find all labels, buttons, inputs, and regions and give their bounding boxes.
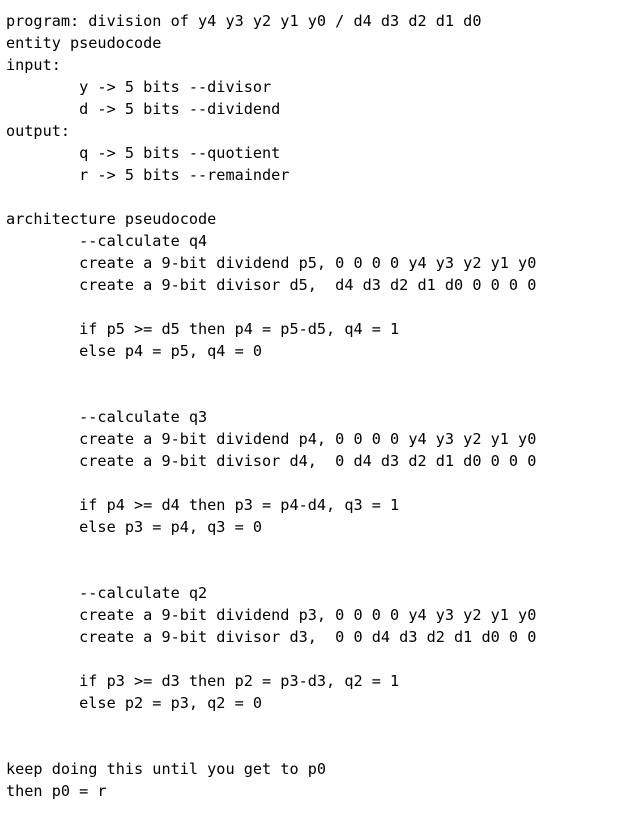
create-dividend-p3-line: create a 9-bit dividend p3, 0 0 0 0 y4 y3 y2 y1 y0 <box>6 606 537 624</box>
blank-line <box>6 384 536 406</box>
comment-q4-line: --calculate q4 <box>6 232 208 250</box>
input-divisor-line: y -> 5 bits --divisor <box>6 78 272 96</box>
blank-line <box>6 714 536 736</box>
input-label-line: input: <box>6 56 61 74</box>
blank-line <box>6 648 536 670</box>
create-divisor-d5-line: create a 9-bit divisor d5, d4 d3 d2 d1 d0 0 0 0 0 <box>6 276 537 294</box>
blank-line <box>6 472 536 494</box>
output-label-line: output: <box>6 122 71 140</box>
program-title-line: program: division of y4 y3 y2 y1 y0 / d4 d3 d2 d1 d0 <box>6 12 482 30</box>
blank-line <box>6 560 536 582</box>
else-p5-line: else p4 = p5, q4 = 0 <box>6 342 263 360</box>
keep-doing-line: keep doing this until you get to p0 <box>6 760 327 778</box>
create-divisor-d4-line: create a 9-bit divisor d4, 0 d4 d3 d2 d1 d0 0 0 0 <box>6 452 537 470</box>
blank-line <box>6 736 536 758</box>
else-p3-line: else p2 = p3, q2 = 0 <box>6 694 263 712</box>
if-p4-line: if p4 >= d4 then p3 = p4-d4, q3 = 1 <box>6 496 400 514</box>
blank-line <box>6 296 536 318</box>
entity-line: entity pseudocode <box>6 34 162 52</box>
if-p5-line: if p5 >= d5 then p4 = p5-d5, q4 = 1 <box>6 320 400 338</box>
create-divisor-d3-line: create a 9-bit divisor d3, 0 0 d4 d3 d2 d1 d0 0 0 <box>6 628 537 646</box>
comment-q2-line: --calculate q2 <box>6 584 208 602</box>
output-remainder-line: r -> 5 bits --remainder <box>6 166 290 184</box>
if-p3-line: if p3 >= d3 then p2 = p3-d3, q2 = 1 <box>6 672 400 690</box>
pseudocode-text <box>6 10 536 802</box>
blank-line <box>6 538 536 560</box>
final-remainder-line: then p0 = r <box>6 782 107 800</box>
blank-line <box>6 186 536 208</box>
blank-line <box>6 362 536 384</box>
output-quotient-line: q -> 5 bits --quotient <box>6 144 281 162</box>
else-p4-line: else p3 = p4, q3 = 0 <box>6 518 263 536</box>
create-dividend-p4-line: create a 9-bit dividend p4, 0 0 0 0 y4 y3 y2 y1 y0 <box>6 430 537 448</box>
comment-q3-line: --calculate q3 <box>6 408 208 426</box>
input-dividend-line: d -> 5 bits --dividend <box>6 100 281 118</box>
create-dividend-p5-line: create a 9-bit dividend p5, 0 0 0 0 y4 y3 y2 y1 y0 <box>6 254 537 272</box>
architecture-line: architecture pseudocode <box>6 210 217 228</box>
